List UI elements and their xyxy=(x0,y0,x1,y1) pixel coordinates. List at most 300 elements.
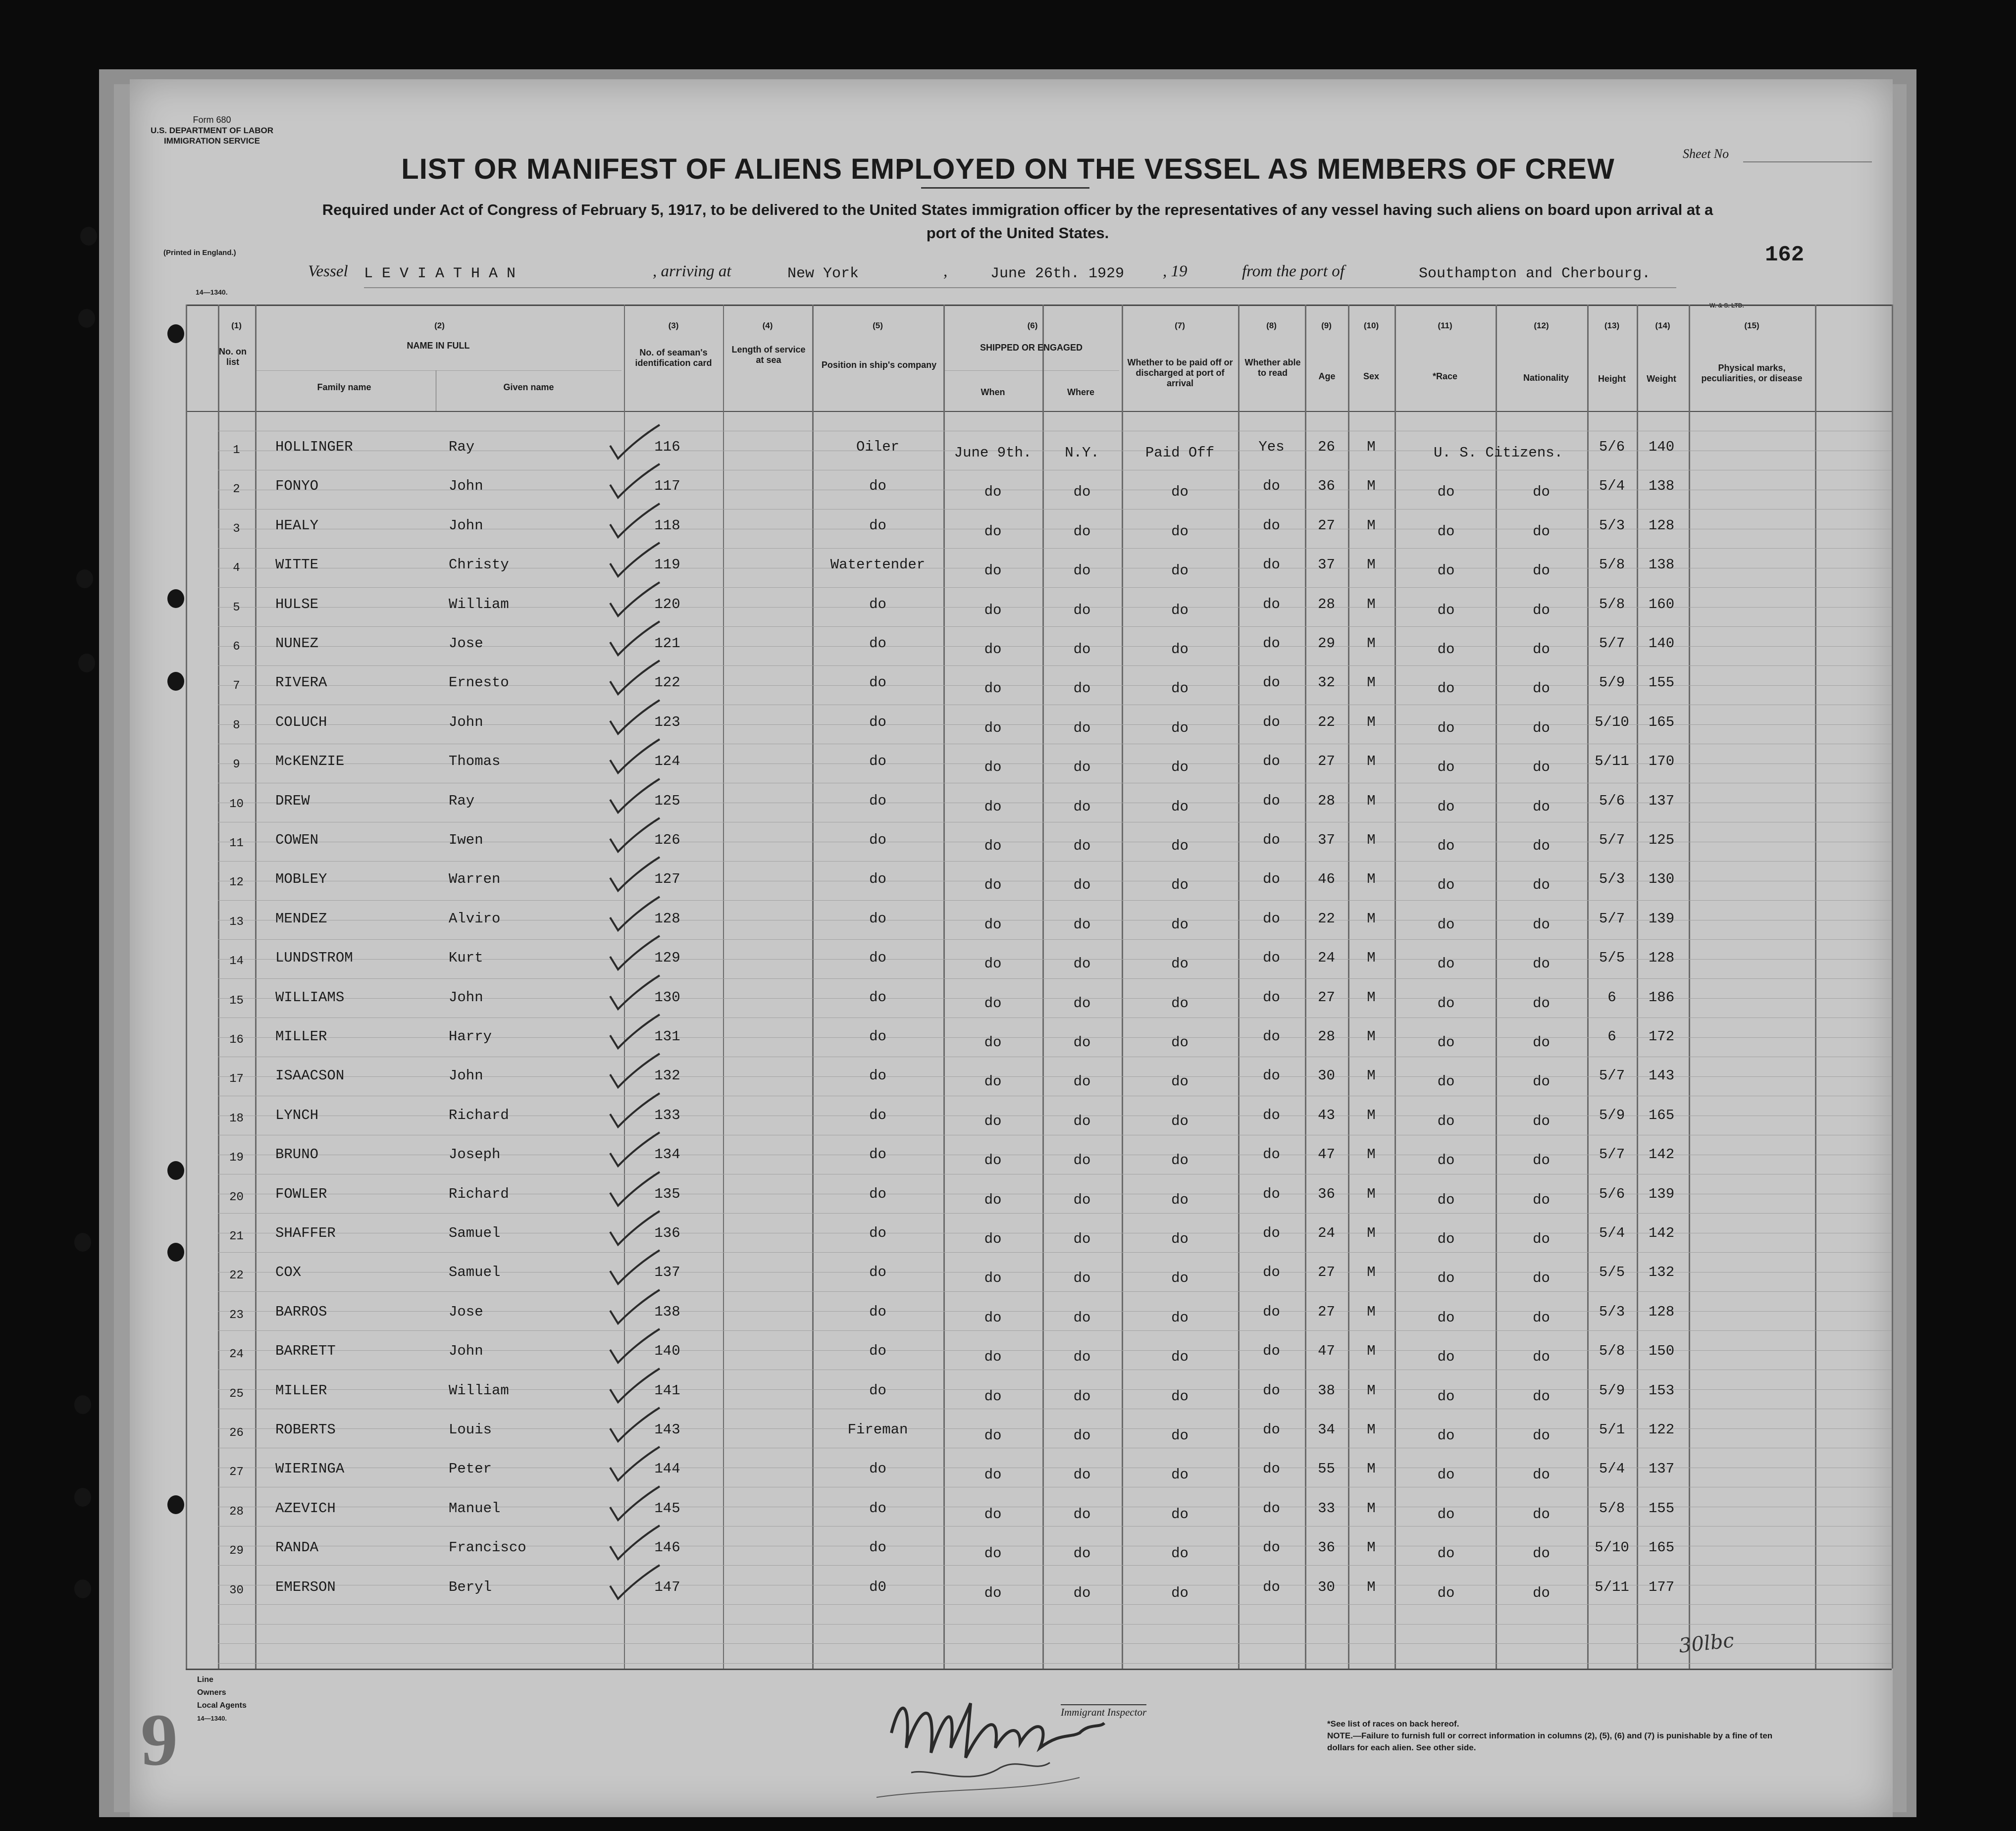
race-cell: do xyxy=(1437,759,1455,776)
nationality-cell: do xyxy=(1533,523,1550,540)
position-cell: do xyxy=(869,832,886,848)
shipped-when-cell: do xyxy=(984,602,1002,618)
sex-cell: M xyxy=(1367,517,1376,534)
height-cell: 5/6 xyxy=(1599,1185,1625,1202)
shipped-where-cell: do xyxy=(1073,1034,1091,1051)
column-number: (3) xyxy=(668,321,679,330)
age-cell: 22 xyxy=(1318,713,1335,730)
race-cell: do xyxy=(1437,1152,1455,1169)
position-cell: d0 xyxy=(869,1578,886,1595)
height-cell: 5/1 xyxy=(1599,1422,1625,1438)
height-cell: 5/6 xyxy=(1599,792,1625,809)
weight-cell: 128 xyxy=(1648,517,1675,534)
age-cell: 29 xyxy=(1318,635,1335,652)
shipped-where-cell: do xyxy=(1073,1545,1091,1562)
nationality-cell: do xyxy=(1533,1584,1550,1601)
from-port: Southampton and Cherbourg. xyxy=(1419,265,1651,282)
age-cell: 47 xyxy=(1318,1146,1335,1163)
sex-cell: M xyxy=(1367,1028,1376,1045)
given-name-cell: John xyxy=(449,517,483,534)
age-cell: 30 xyxy=(1318,1068,1335,1084)
handwritten-annotation: 30lbc xyxy=(1677,1629,1735,1658)
id-card-number-cell: 123 xyxy=(654,713,680,730)
shipped-when-cell: do xyxy=(984,641,1002,658)
binder-hole xyxy=(167,1495,184,1514)
sex-cell: M xyxy=(1367,1185,1376,1202)
given-name-cell: William xyxy=(449,596,509,612)
nationality-cell: do xyxy=(1533,995,1550,1012)
inspector-signature xyxy=(872,1674,1218,1812)
given-name-cell: Louis xyxy=(449,1422,492,1438)
row-number-cell: 16 xyxy=(229,1033,244,1047)
able-to-read-cell: Yes xyxy=(1258,439,1285,455)
row-number-cell: 10 xyxy=(229,797,244,811)
position-cell: do xyxy=(869,1461,886,1477)
id-card-number-cell: 143 xyxy=(654,1422,680,1438)
department-name: U.S. DEPARTMENT OF LABOR xyxy=(150,126,274,135)
header-able-read: Whether able to read xyxy=(1244,357,1301,378)
ruled-line xyxy=(218,548,1892,549)
given-name-cell: Samuel xyxy=(449,1264,501,1281)
sex-cell: M xyxy=(1367,674,1376,691)
position-cell: do xyxy=(869,753,886,770)
weight-cell: 165 xyxy=(1648,1539,1675,1556)
sex-cell: M xyxy=(1367,910,1376,927)
tick-mark-icon xyxy=(604,970,664,1015)
row-number-cell: 14 xyxy=(229,955,244,968)
paid-off-cell: do xyxy=(1171,1191,1189,1208)
given-name-cell: John xyxy=(449,989,483,1006)
nationality-cell: do xyxy=(1533,1545,1550,1562)
family-name-cell: LYNCH xyxy=(275,1107,319,1123)
position-cell: do xyxy=(869,674,886,691)
header-no-on-list: No. on list xyxy=(219,347,247,367)
family-name-cell: NUNEZ xyxy=(275,635,319,652)
family-name-cell: FONYO xyxy=(275,478,319,495)
family-name-cell: ROBERTS xyxy=(275,1422,336,1438)
shipped-when-cell: do xyxy=(984,1388,1002,1405)
able-to-read-cell: do xyxy=(1263,1146,1280,1163)
from-port-label: from the port of xyxy=(1242,262,1344,280)
able-to-read-cell: do xyxy=(1263,635,1280,652)
family-name-cell: COWEN xyxy=(275,832,319,848)
age-cell: 27 xyxy=(1318,1303,1335,1320)
shipped-where-cell: do xyxy=(1073,1506,1091,1523)
id-card-number-cell: 140 xyxy=(654,1343,680,1360)
paid-off-cell: Paid Off xyxy=(1145,445,1215,461)
weight-cell: 140 xyxy=(1648,439,1675,455)
row-number-cell: 12 xyxy=(229,876,244,890)
given-name-cell: Ray xyxy=(449,439,475,455)
printed-in-note: (Printed in England.) xyxy=(163,249,236,257)
column-rule xyxy=(186,305,187,1669)
family-name-cell: ISAACSON xyxy=(275,1068,345,1084)
family-name-cell: BRUNO xyxy=(275,1146,319,1163)
weight-cell: 165 xyxy=(1648,1107,1675,1123)
race-cell: do xyxy=(1437,719,1455,736)
weight-cell: 138 xyxy=(1648,478,1675,495)
given-name-cell: Harry xyxy=(449,1028,492,1045)
shipped-when-cell: do xyxy=(984,1191,1002,1208)
age-cell: 37 xyxy=(1318,557,1335,573)
tick-mark-icon xyxy=(604,852,664,897)
race-cell: do xyxy=(1437,1427,1455,1444)
able-to-read-cell: do xyxy=(1263,1107,1280,1123)
id-card-number-cell: 127 xyxy=(654,871,680,888)
height-cell: 5/10 xyxy=(1595,713,1629,730)
height-cell: 5/5 xyxy=(1599,1264,1625,1281)
race-cell: do xyxy=(1437,1231,1455,1247)
family-name-cell: COLUCH xyxy=(275,713,327,730)
position-cell: Watertender xyxy=(830,557,926,573)
shipped-when-cell: do xyxy=(984,1073,1002,1090)
family-name-cell: McKENZIE xyxy=(275,753,345,770)
age-cell: 38 xyxy=(1318,1382,1335,1399)
age-cell: 43 xyxy=(1318,1107,1335,1123)
family-name-cell: MOBLEY xyxy=(275,871,327,888)
able-to-read-cell: do xyxy=(1263,950,1280,966)
given-name-cell: Samuel xyxy=(449,1225,501,1241)
height-cell: 5/4 xyxy=(1599,478,1625,495)
stamp-number: 9 xyxy=(141,1699,178,1781)
race-cell: do xyxy=(1437,1309,1455,1326)
row-number-cell: 22 xyxy=(229,1269,244,1283)
given-name-cell: John xyxy=(449,1068,483,1084)
id-card-number-cell: 144 xyxy=(654,1461,680,1477)
shipped-when-cell: do xyxy=(984,1349,1002,1366)
sex-cell: M xyxy=(1367,1382,1376,1399)
able-to-read-cell: do xyxy=(1263,1382,1280,1399)
tick-mark-icon xyxy=(604,420,664,464)
column-rule xyxy=(1892,305,1893,1669)
paid-off-cell: do xyxy=(1171,1034,1189,1051)
given-name-cell: Ray xyxy=(449,792,475,809)
race-cell: do xyxy=(1437,1506,1455,1523)
paid-off-cell: do xyxy=(1171,719,1189,736)
paid-off-cell: do xyxy=(1171,1584,1189,1601)
family-name-cell: RANDA xyxy=(275,1539,319,1556)
id-card-number-cell: 130 xyxy=(654,989,680,1006)
race-cell: do xyxy=(1437,1584,1455,1601)
binder-hole xyxy=(167,672,184,691)
shipped-where-cell: do xyxy=(1073,1584,1091,1601)
sex-cell: M xyxy=(1367,1539,1376,1556)
age-cell: 34 xyxy=(1318,1422,1335,1438)
tick-mark-icon xyxy=(604,1521,664,1565)
sex-cell: M xyxy=(1367,792,1376,809)
age-cell: 27 xyxy=(1318,989,1335,1006)
able-to-read-cell: do xyxy=(1263,1461,1280,1477)
sex-cell: M xyxy=(1367,989,1376,1006)
age-cell: 28 xyxy=(1318,1028,1335,1045)
shipped-where-cell: do xyxy=(1073,759,1091,776)
binder-hole xyxy=(167,1243,184,1262)
footer-labels xyxy=(197,1674,247,1725)
shipped-when-cell: do xyxy=(984,680,1002,697)
tick-mark-icon xyxy=(604,734,664,779)
family-name-cell: WILLIAMS xyxy=(275,989,345,1006)
position-cell: Oiler xyxy=(856,439,899,455)
race-cell: do xyxy=(1437,641,1455,658)
age-cell: 27 xyxy=(1318,517,1335,534)
race-cell: do xyxy=(1437,995,1455,1012)
height-cell: 5/6 xyxy=(1599,439,1625,455)
binder-hole xyxy=(78,309,95,328)
able-to-read-cell: do xyxy=(1263,1343,1280,1360)
tick-mark-icon xyxy=(604,1364,664,1408)
tick-mark-icon xyxy=(604,1010,664,1054)
ruled-line xyxy=(218,1330,1892,1331)
race-cell: do xyxy=(1437,838,1455,854)
weight-cell: 130 xyxy=(1648,871,1675,888)
sex-cell: M xyxy=(1367,1500,1376,1517)
position-cell: do xyxy=(869,1107,886,1123)
position-cell: do xyxy=(869,596,886,612)
position-cell: do xyxy=(869,871,886,888)
able-to-read-cell: do xyxy=(1263,1068,1280,1084)
height-cell: 5/3 xyxy=(1599,1303,1625,1320)
column-number: (11) xyxy=(1438,321,1452,330)
family-name-cell: HULSE xyxy=(275,596,319,612)
nationality-cell: do xyxy=(1533,956,1550,972)
id-card-number-cell: 132 xyxy=(654,1068,680,1084)
able-to-read-cell: do xyxy=(1263,1539,1280,1556)
tick-mark-icon xyxy=(604,1127,664,1172)
id-card-number-cell: 125 xyxy=(654,792,680,809)
paid-off-cell: do xyxy=(1171,1388,1189,1405)
shipped-where-cell: do xyxy=(1073,602,1091,618)
service-name: IMMIGRATION SERVICE xyxy=(164,136,260,146)
nationality-cell: do xyxy=(1533,680,1550,697)
paid-off-cell: do xyxy=(1171,1152,1189,1169)
shipped-header-rule xyxy=(943,370,1119,371)
id-card-number-cell: 117 xyxy=(654,478,680,495)
weight-cell: 139 xyxy=(1648,1185,1675,1202)
year-label: , 19 xyxy=(1163,262,1188,280)
nationality-cell: do xyxy=(1533,1191,1550,1208)
given-name-cell: John xyxy=(449,478,483,495)
shipped-where-cell: do xyxy=(1073,956,1091,972)
binder-hole xyxy=(167,589,184,608)
sex-cell: M xyxy=(1367,871,1376,888)
tick-mark-icon xyxy=(604,459,664,504)
ruled-line xyxy=(218,1643,1892,1644)
weight-cell: 142 xyxy=(1648,1146,1675,1163)
shipped-where-cell: do xyxy=(1073,1427,1091,1444)
nationality-cell: do xyxy=(1533,1309,1550,1326)
sex-cell: M xyxy=(1367,832,1376,848)
row-number-cell: 24 xyxy=(229,1348,244,1362)
sex-cell: M xyxy=(1367,1461,1376,1477)
paid-off-cell: do xyxy=(1171,680,1189,697)
shipped-where-cell: do xyxy=(1073,1467,1091,1483)
height-cell: 5/10 xyxy=(1595,1539,1629,1556)
tick-mark-icon xyxy=(604,1481,664,1526)
weight-cell: 170 xyxy=(1648,753,1675,770)
able-to-read-cell: do xyxy=(1263,910,1280,927)
shipped-where-cell: do xyxy=(1073,838,1091,854)
weight-cell: 155 xyxy=(1648,1500,1675,1517)
race-cell: do xyxy=(1437,562,1455,579)
given-name-cell: Joseph xyxy=(449,1146,501,1163)
paid-off-cell: do xyxy=(1171,877,1189,894)
paid-off-cell: do xyxy=(1171,602,1189,618)
vessel-line-underline xyxy=(364,287,1676,288)
able-to-read-cell: do xyxy=(1263,1500,1280,1517)
able-to-read-cell: do xyxy=(1263,517,1280,534)
title-underline xyxy=(921,187,1089,189)
shipped-where-cell: do xyxy=(1073,1073,1091,1090)
given-name-cell: Jose xyxy=(449,635,483,652)
weight-cell: 137 xyxy=(1648,792,1675,809)
able-to-read-cell: do xyxy=(1263,596,1280,612)
given-name-cell: Francisco xyxy=(449,1539,526,1556)
nationality-cell: do xyxy=(1533,798,1550,815)
sex-cell: M xyxy=(1367,635,1376,652)
able-to-read-cell: do xyxy=(1263,1578,1280,1595)
weight-cell: 155 xyxy=(1648,674,1675,691)
tick-mark-icon xyxy=(604,1403,664,1447)
position-cell: do xyxy=(869,1382,886,1399)
table-top-rule xyxy=(186,305,1892,306)
age-cell: 22 xyxy=(1318,910,1335,927)
row-number-cell: 21 xyxy=(229,1230,244,1243)
tick-mark-icon xyxy=(604,1442,664,1486)
given-name-cell: Manuel xyxy=(449,1500,501,1517)
able-to-read-cell: do xyxy=(1263,871,1280,888)
nationality-cell: do xyxy=(1533,484,1550,501)
given-name-cell: Thomas xyxy=(449,753,501,770)
height-cell: 5/11 xyxy=(1595,1578,1629,1595)
paid-off-cell: do xyxy=(1171,956,1189,972)
age-cell: 46 xyxy=(1318,871,1335,888)
tick-mark-icon xyxy=(604,1206,664,1251)
paid-off-cell: do xyxy=(1171,562,1189,579)
id-card-number-cell: 128 xyxy=(654,910,680,927)
height-cell: 6 xyxy=(1607,1028,1616,1045)
paid-off-cell: do xyxy=(1171,798,1189,815)
position-cell: do xyxy=(869,950,886,966)
column-number: (12) xyxy=(1534,321,1549,330)
age-cell: 36 xyxy=(1318,1185,1335,1202)
ruled-line xyxy=(218,939,1892,940)
race-cell: do xyxy=(1437,1034,1455,1051)
shipped-when-cell: do xyxy=(984,956,1002,972)
race-cell: U. S. Citizens. xyxy=(1434,445,1563,461)
header-id-card: No. of seaman's identification card xyxy=(635,348,712,368)
able-to-read-cell: do xyxy=(1263,674,1280,691)
age-cell: 24 xyxy=(1318,1225,1335,1241)
given-name-cell: Beryl xyxy=(449,1578,492,1595)
id-card-number-cell: 136 xyxy=(654,1225,680,1241)
shipped-when-cell: do xyxy=(984,759,1002,776)
age-cell: 27 xyxy=(1318,1264,1335,1281)
binder-hole xyxy=(167,324,184,343)
header-nationality: Nationality xyxy=(1523,373,1569,383)
given-name-cell: Kurt xyxy=(449,950,483,966)
weight-cell: 128 xyxy=(1648,950,1675,966)
row-number-cell: 20 xyxy=(229,1190,244,1204)
column-number: (4) xyxy=(762,321,773,330)
family-name-cell: WITTE xyxy=(275,557,319,573)
row-number-cell: 23 xyxy=(229,1308,244,1322)
nationality-cell: do xyxy=(1533,1506,1550,1523)
nationality-cell: do xyxy=(1533,916,1550,933)
nationality-cell: do xyxy=(1533,877,1550,894)
nationality-cell: do xyxy=(1533,1073,1550,1090)
weight-cell: 128 xyxy=(1648,1303,1675,1320)
tick-mark-icon xyxy=(604,892,664,936)
family-name-cell: EMERSON xyxy=(275,1578,336,1595)
paid-off-cell: do xyxy=(1171,916,1189,933)
nationality-cell: do xyxy=(1533,1349,1550,1366)
race-cell: do xyxy=(1437,1073,1455,1090)
shipped-where-cell: do xyxy=(1073,484,1091,501)
position-cell: do xyxy=(869,635,886,652)
column-number: (14) xyxy=(1655,321,1670,330)
shipped-when-cell: do xyxy=(984,1152,1002,1169)
sex-cell: M xyxy=(1367,1068,1376,1084)
shipped-when-cell: do xyxy=(984,1309,1002,1326)
row-number-cell: 19 xyxy=(229,1151,244,1165)
weight-cell: 172 xyxy=(1648,1028,1675,1045)
nationality-cell: do xyxy=(1533,641,1550,658)
family-name-cell: DREW xyxy=(275,792,310,809)
position-cell: do xyxy=(869,517,886,534)
position-cell: do xyxy=(869,1303,886,1320)
paid-off-cell: do xyxy=(1171,484,1189,501)
position-cell: do xyxy=(869,792,886,809)
id-card-number-cell: 147 xyxy=(654,1578,680,1595)
shipped-when-cell: do xyxy=(984,719,1002,736)
nationality-cell: do xyxy=(1533,1467,1550,1483)
shipped-when-cell: do xyxy=(984,562,1002,579)
family-name-cell: BARRETT xyxy=(275,1343,336,1360)
race-cell: do xyxy=(1437,484,1455,501)
ruled-line xyxy=(218,587,1892,588)
race-cell: do xyxy=(1437,1388,1455,1405)
table-bottom-rule xyxy=(186,1669,1892,1670)
footer-line: Line xyxy=(197,1676,213,1684)
tick-mark-icon xyxy=(604,616,664,661)
paid-off-cell: do xyxy=(1171,1467,1189,1483)
paid-off-cell: do xyxy=(1171,838,1189,854)
age-cell: 28 xyxy=(1318,792,1335,809)
header-physical: Physical marks, peculiarities, or disease xyxy=(1701,363,1803,383)
name-header-rule xyxy=(255,370,621,371)
column-number: (6) xyxy=(1027,321,1038,330)
age-cell: 24 xyxy=(1318,950,1335,966)
position-cell: do xyxy=(869,1264,886,1281)
nationality-cell: do xyxy=(1533,1427,1550,1444)
ruled-line xyxy=(218,1291,1892,1292)
header-height: Height xyxy=(1598,374,1626,384)
footer-owners: Owners xyxy=(197,1688,226,1697)
footer-note-races: *See list of races on back hereof. xyxy=(1327,1719,1459,1729)
family-name-cell: MILLER xyxy=(275,1028,327,1045)
shipped-where-cell: do xyxy=(1073,877,1091,894)
header-weight: Weight xyxy=(1647,374,1676,384)
ruled-line xyxy=(218,1213,1892,1214)
footer-note xyxy=(1327,1718,1793,1754)
shipped-where-cell: do xyxy=(1073,523,1091,540)
row-number-cell: 17 xyxy=(229,1072,244,1086)
height-cell: 5/8 xyxy=(1599,1500,1625,1517)
shipped-when-cell: do xyxy=(984,484,1002,501)
row-number-cell: 8 xyxy=(233,718,240,732)
race-cell: do xyxy=(1437,523,1455,540)
shipped-when-cell: June 9th. xyxy=(954,445,1032,461)
